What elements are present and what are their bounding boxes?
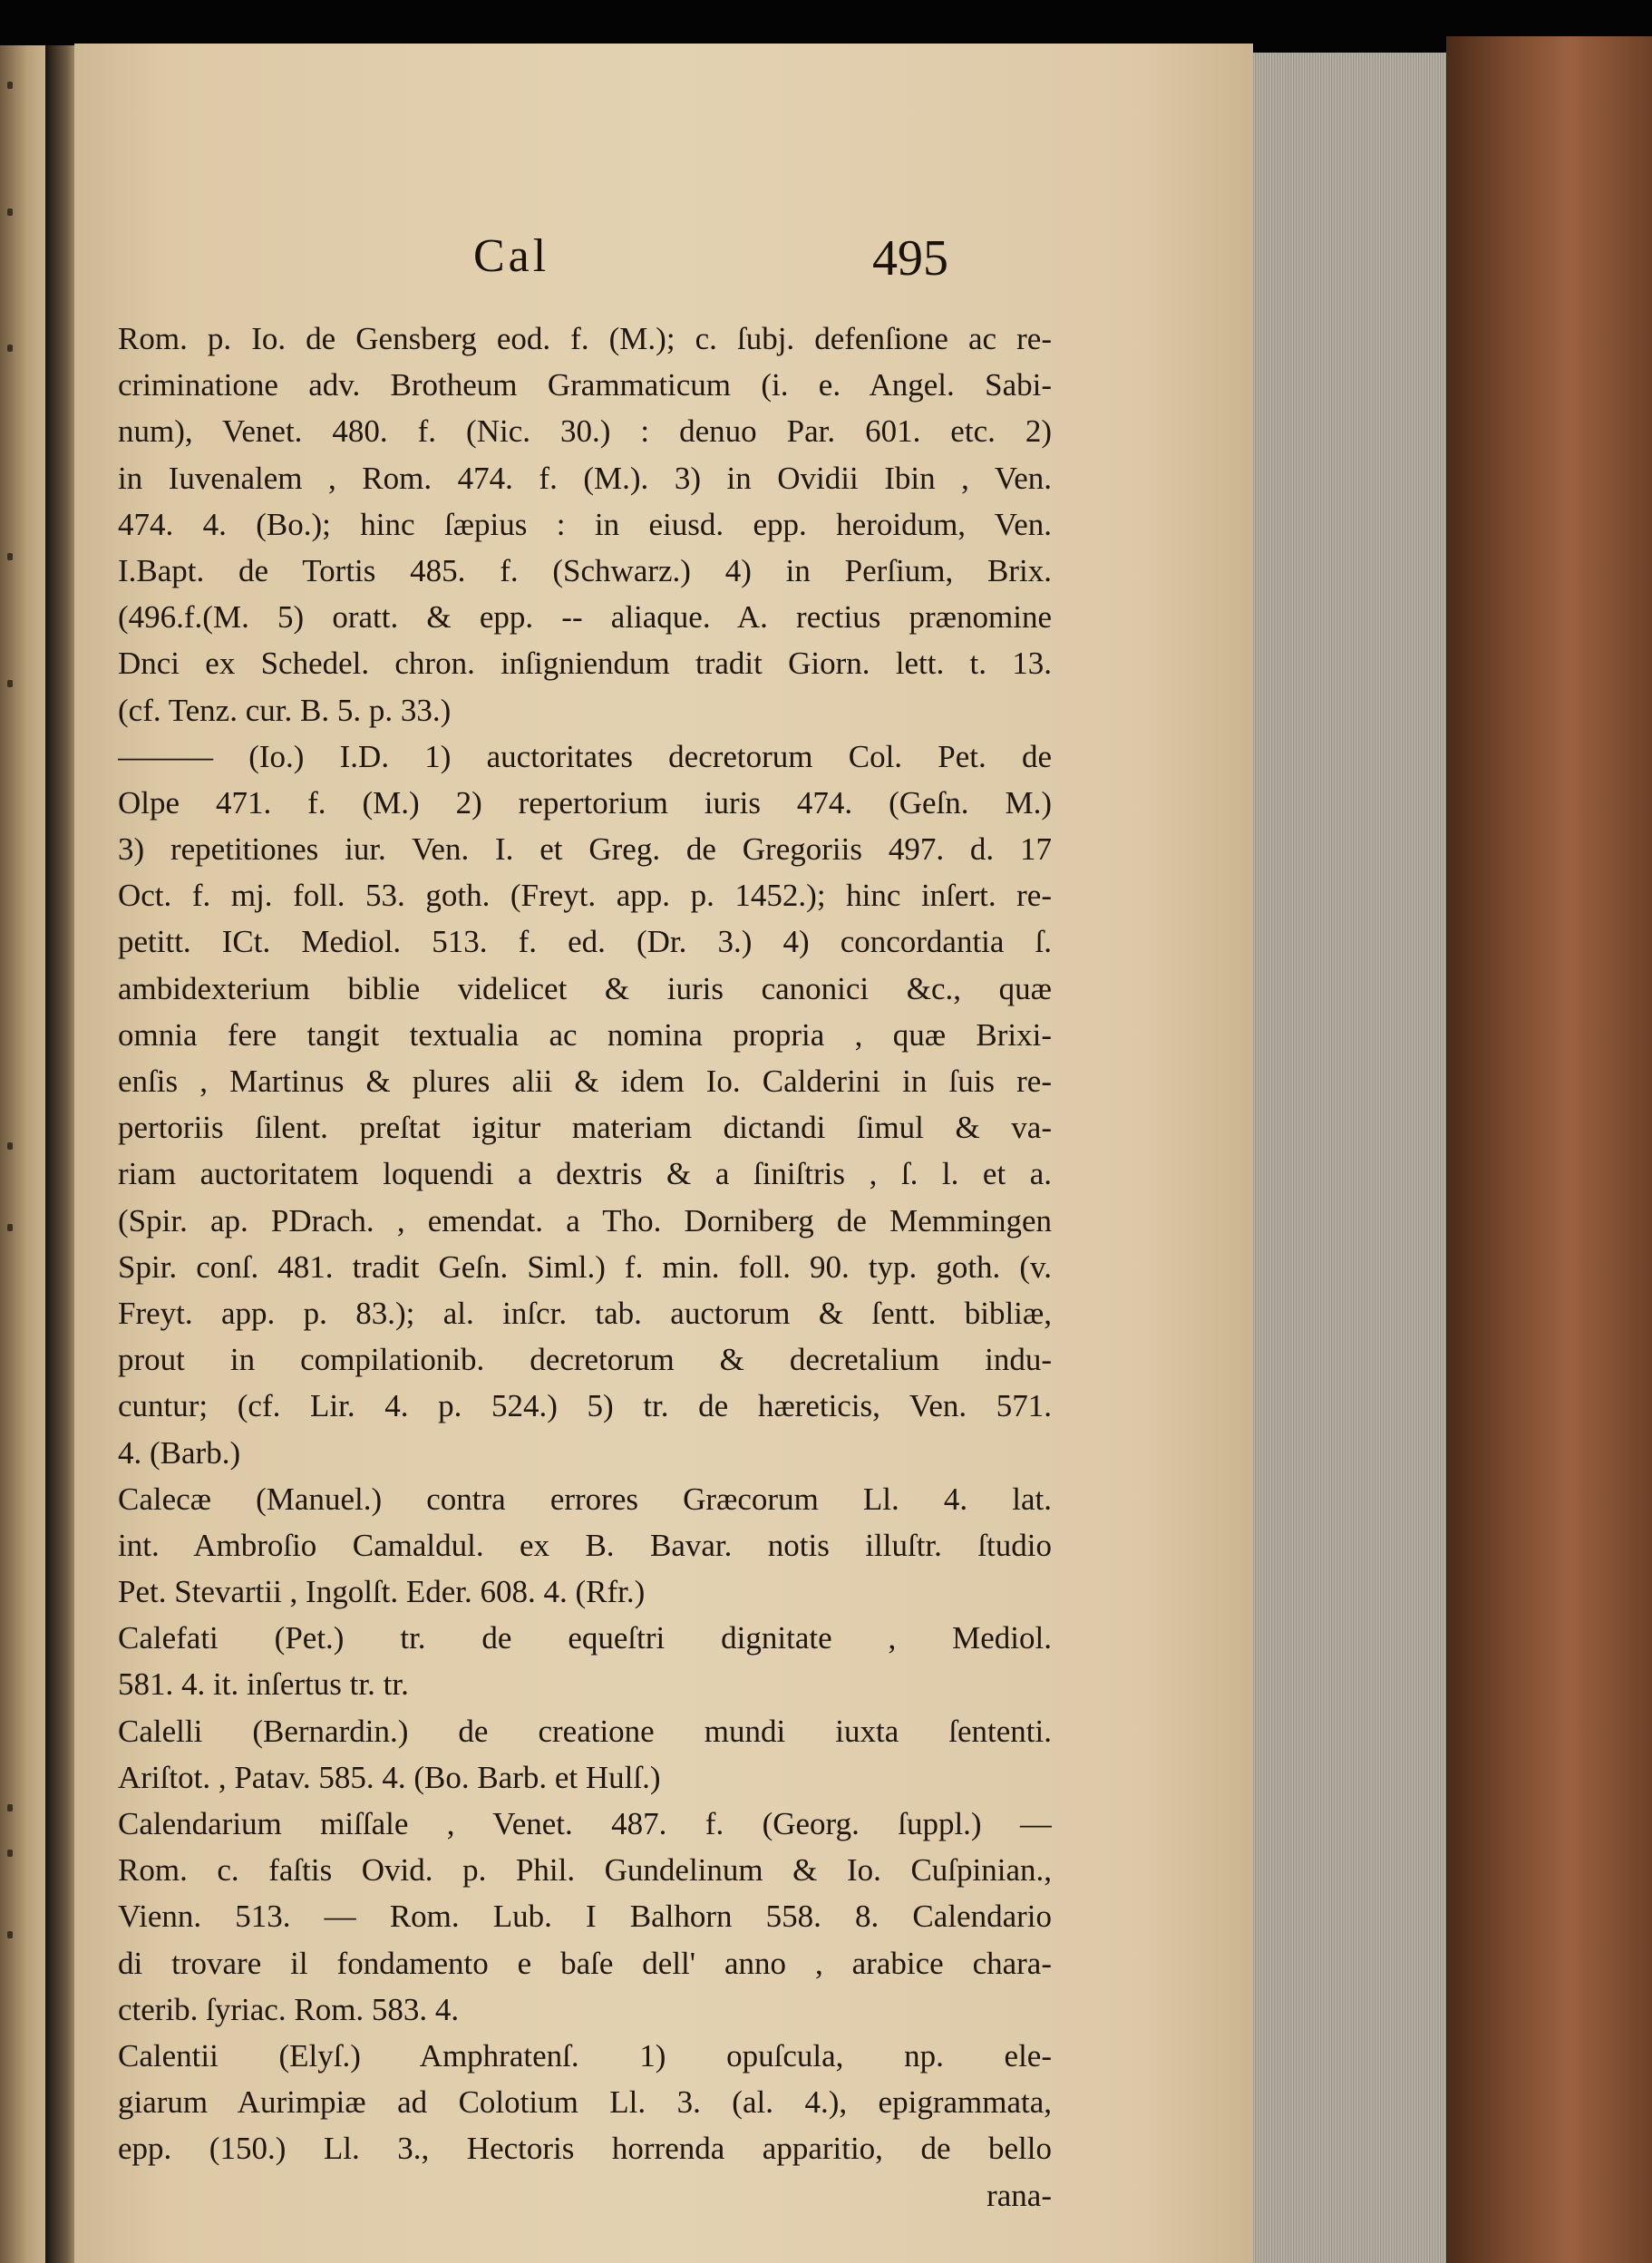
text-line: criminatione adv. Brotheum Grammaticum (i. e. Angel. Sabi- — [118, 367, 1052, 403]
text-line: prout in compilationib. decretorum & decretalium indu- — [118, 1342, 1052, 1378]
text-line: Oct. f. mj. foll. 53. goth. (Freyt. app. p. 1452.); hinc inſert. re- — [118, 878, 1052, 914]
book-page — [74, 44, 1253, 2263]
text-line: epp. (150.) Ll. 3., Hectoris horrenda apparitio, de bello — [118, 2131, 1052, 2167]
text-line: in Iuvenalem , Rom. 474. f. (M.). 3) in Ovidii Ibin , Ven. — [118, 460, 1052, 496]
facing-page-edge — [0, 45, 50, 2263]
text-line: giarum Aurimpiæ ad Colotium Ll. 3. (al. 4.), epigrammata, — [118, 2084, 1052, 2121]
text-line: Pet. Stevartii , Ingolſt. Eder. 608. 4. (Rfr.) — [118, 1574, 646, 1610]
text-line: (Spir. ap. PDrach. , emendat. a Tho. Dorniberg de Memmingen — [118, 1202, 1052, 1238]
text-line: Ariſtot. , Patav. 585. 4. (Bo. Barb. et Hulſ.) — [118, 1759, 661, 1795]
text-line: Calentii (Elyſ.) Amphratenſ. 1) opuſcula, np. ele- — [118, 2037, 1052, 2074]
text-line: (496.f.(M. 5) oratt. & epp. -- aliaque. A. rectius prænomine — [118, 599, 1052, 636]
text-line: Dnci ex Schedel. chron. inſigniendum tradit Giorn. lett. t. 13. — [118, 646, 1052, 682]
text-line: ambidexterium biblie videlicet & iuris canonici &c., quæ — [118, 970, 1052, 1006]
text-line: omnia fere tangit textualia ac nomina propria , quæ Brixi- — [118, 1016, 1052, 1053]
text-line: I.Bapt. de Tortis 485. f. (Schwarz.) 4) in Perſium, Brix. — [118, 552, 1052, 588]
text-line: 581. 4. it. inſertus tr. tr. — [118, 1666, 409, 1703]
text-line: cuntur; (cf. Lir. 4. p. 524.) 5) tr. de hæreticis, Ven. 571. — [118, 1388, 1052, 1424]
text-line: num), Venet. 480. f. (Nic. 30.) : denuo Par. 601. etc. 2) — [118, 413, 1052, 450]
running-head: Cal — [473, 230, 550, 282]
catchword: rana- — [986, 2177, 1052, 2213]
text-line: cterib. ſyriac. Rom. 583. 4. — [118, 1991, 460, 2027]
text-line: Vienn. 513. — Rom. Lub. I Balhorn 558. 8. Calendario — [118, 1899, 1052, 1935]
text-line: 474. 4. (Bo.); hinc ſæpius : in eiusd. epp. heroidum, Ven. — [118, 506, 1052, 542]
text-line: (cf. Tenz. cur. B. 5. p. 33.) — [118, 692, 452, 728]
text-line: riam auctoritatem loquendi a dextris & a ſiniſtris , ſ. l. et a. — [118, 1156, 1052, 1192]
text-line: Rom. c. faſtis Ovid. p. Phil. Gundelinum & Io. Cuſpinian., — [118, 1852, 1052, 1889]
text-line: Rom. p. Io. de Gensberg eod. f. (M.); c. ſubj. defenſione ac re- — [118, 321, 1052, 356]
text-line: Calelli (Bernardin.) de creatione mundi iuxta ſententi. — [118, 1713, 1052, 1749]
text-line: petitt. ICt. Mediol. 513. f. ed. (Dr. 3.) 4) concordantia ſ. — [118, 924, 1052, 960]
body-text — [118, 316, 1052, 2219]
facing-page-marks — [7, 45, 34, 2263]
text-line: di trovare il fondamento e baſe dell' anno , arabice chara- — [118, 1945, 1052, 1981]
page-number: 495 — [872, 230, 948, 287]
text-line: pertoriis ſilent. preſtat igitur materiam dictandi ſimul & va- — [118, 1110, 1052, 1146]
text-line: 4. (Barb.) — [118, 1434, 241, 1471]
text-line: Calefati (Pet.) tr. de equeſtri dignitate , Mediol. — [118, 1620, 1052, 1656]
text-line: enſis , Martinus & plures alii & idem Io. Calderini in ſuis re- — [118, 1064, 1052, 1099]
book-cover — [1446, 36, 1652, 2263]
text-line: Calecæ (Manuel.) contra errores Græcorum Ll. 4. lat. — [118, 1481, 1052, 1517]
text-line: Calendarium miſſale , Venet. 487. f. (Georg. ſuppl.) — — [118, 1806, 1052, 1841]
text-line: 3) repetitiones iur. Ven. I. et Greg. de Gregoriis 497. d. 17 — [118, 831, 1052, 868]
text-line: int. Ambroſio Camaldul. ex B. Bavar. notis illuſtr. ſtudio — [118, 1527, 1052, 1563]
page-header — [74, 229, 1253, 293]
text-line: Spir. conſ. 481. tradit Geſn. Siml.) f. min. foll. 90. typ. goth. (v. — [118, 1248, 1052, 1285]
text-line: Olpe 471. f. (M.) 2) repertorium iuris 474. (Geſn. M.) — [118, 784, 1052, 821]
text-line: ——— (Io.) I.D. 1) auctoritates decretorum Col. Pet. de — [118, 738, 1052, 774]
text-line: Freyt. app. p. 83.); al. inſcr. tab. auctorum & ſentt. bibliæ, — [118, 1295, 1052, 1331]
page-fore-edge — [1249, 53, 1451, 2263]
